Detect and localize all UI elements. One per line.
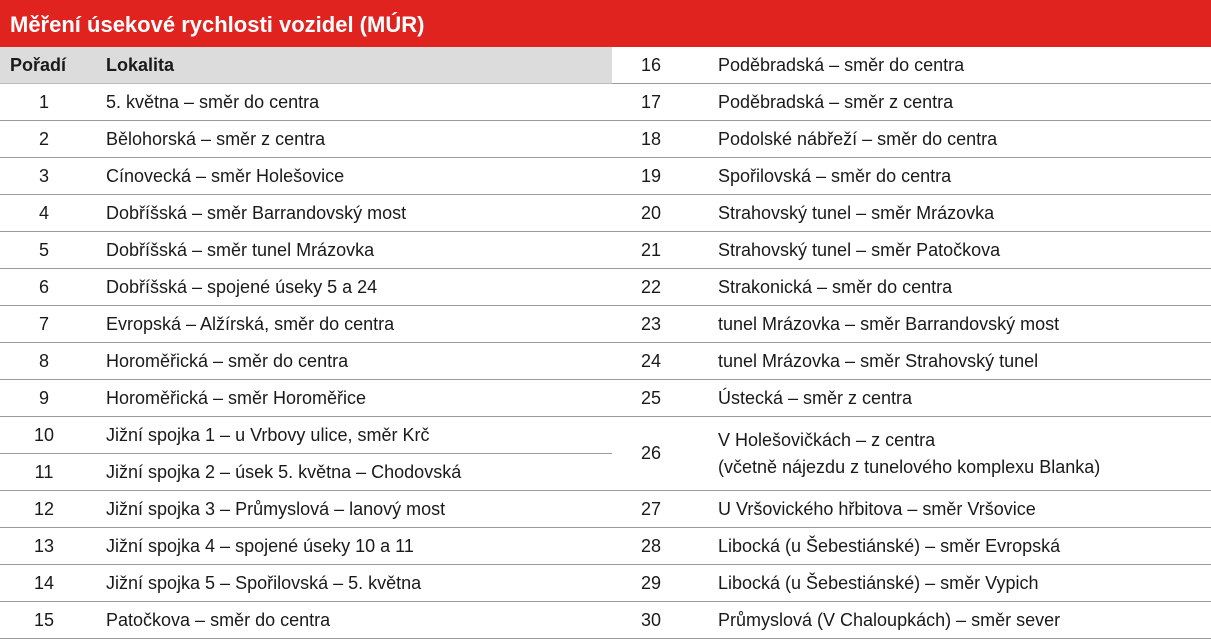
row-location bbox=[690, 237, 1000, 264]
row-number: 2 bbox=[38, 128, 49, 149]
row-number: 28 bbox=[640, 535, 662, 556]
row-number: 19 bbox=[640, 165, 662, 186]
table-row bbox=[0, 158, 612, 195]
row-location bbox=[690, 274, 952, 301]
row-number: 14 bbox=[33, 572, 55, 593]
row-location-text: Dobříšská – směr Barrandovský most bbox=[106, 202, 407, 223]
row-number: 21 bbox=[640, 239, 662, 260]
row-location-text: Horoměřická – směr Horoměřice bbox=[106, 387, 367, 408]
row-location-text: Patočkova – směr do centra bbox=[106, 609, 331, 630]
table-row bbox=[612, 195, 1211, 232]
row-number: 1 bbox=[38, 91, 49, 112]
row-number: 22 bbox=[640, 276, 662, 297]
row-location-text: U Vršovického hřbitova – směr Vršovice bbox=[718, 498, 1036, 519]
row-location bbox=[88, 422, 429, 449]
row-location bbox=[690, 607, 1060, 634]
table-row bbox=[612, 269, 1211, 306]
table-row bbox=[612, 121, 1211, 158]
row-location-text: Jižní spojka 3 – Průmyslová – lanový most bbox=[106, 498, 446, 519]
row-location bbox=[690, 533, 1060, 560]
row-number: 30 bbox=[640, 609, 662, 630]
row-number: 16 bbox=[640, 54, 662, 75]
table-row bbox=[612, 232, 1211, 269]
row-location bbox=[690, 200, 994, 227]
row-location-text: Jižní spojka 1 – u Vrbovy ulice, směr Krč bbox=[106, 424, 430, 445]
row-location bbox=[690, 163, 951, 190]
table-row bbox=[0, 232, 612, 269]
row-location bbox=[88, 126, 325, 153]
row-location-text: Spořilovská – směr do centra bbox=[718, 165, 952, 186]
row-number: 29 bbox=[640, 572, 662, 593]
row-number: 13 bbox=[33, 535, 55, 556]
row-location-text: Dobříšská – spojené úseky 5 a 24 bbox=[106, 276, 378, 297]
row-location bbox=[690, 570, 1038, 597]
row-location bbox=[690, 385, 912, 412]
row-location bbox=[690, 427, 1100, 481]
row-location bbox=[690, 126, 997, 153]
row-location-text: Strahovský tunel – směr Mrázovka bbox=[718, 202, 995, 223]
table-row bbox=[0, 528, 612, 565]
right-table-body bbox=[612, 47, 1211, 639]
header-location: Lokalita bbox=[106, 54, 175, 75]
row-location-text: Poděbradská – směr z centra bbox=[718, 91, 954, 112]
row-location-text: tunel Mrázovka – směr Barrandovský most bbox=[718, 313, 1060, 334]
table-row bbox=[0, 602, 612, 639]
table-row bbox=[612, 491, 1211, 528]
table-row bbox=[612, 84, 1211, 121]
row-location-note: (včetně nájezdu z tunelového komplexu Blanka) bbox=[718, 456, 1101, 477]
row-location-text: Evropská – Alžírská, směr do centra bbox=[106, 313, 395, 334]
row-location-text: Horoměřická – směr do centra bbox=[106, 350, 349, 371]
row-location-text: Bělohorská – směr z centra bbox=[106, 128, 326, 149]
row-location-text: Cínovecká – směr Holešovice bbox=[106, 165, 345, 186]
table-row bbox=[612, 602, 1211, 639]
right-column bbox=[612, 47, 1211, 639]
row-location-text: Ústecká – směr z centra bbox=[718, 387, 913, 408]
row-location bbox=[88, 385, 366, 412]
row-location-text: Jižní spojka 4 – spojené úseky 10 a 11 bbox=[106, 535, 414, 556]
table-row bbox=[0, 417, 612, 454]
row-location bbox=[88, 496, 445, 523]
left-table-body bbox=[0, 84, 612, 639]
row-number: 4 bbox=[38, 202, 49, 223]
table-row bbox=[0, 565, 612, 602]
row-number: 9 bbox=[38, 387, 49, 408]
row-location bbox=[690, 496, 1036, 523]
row-location bbox=[88, 274, 377, 301]
row-location-text: Průmyslová (V Chaloupkách) – směr sever bbox=[718, 609, 1061, 630]
row-number: 25 bbox=[640, 387, 662, 408]
row-location bbox=[88, 311, 394, 338]
row-location bbox=[690, 311, 1059, 338]
row-number: 7 bbox=[38, 313, 49, 334]
row-number: 8 bbox=[38, 350, 49, 371]
table-row bbox=[612, 306, 1211, 343]
table-row bbox=[0, 380, 612, 417]
table-row bbox=[612, 47, 1211, 84]
row-location bbox=[88, 200, 406, 227]
row-number: 18 bbox=[640, 128, 662, 149]
row-location-text: Strahovský tunel – směr Patočkova bbox=[718, 239, 1001, 260]
row-location-text: tunel Mrázovka – směr Strahovský tunel bbox=[718, 350, 1039, 371]
row-location bbox=[690, 348, 1038, 375]
table-row bbox=[612, 528, 1211, 565]
row-location-text: Podolské nábřeží – směr do centra bbox=[718, 128, 998, 149]
row-location bbox=[88, 89, 319, 116]
row-number: 3 bbox=[38, 165, 49, 186]
row-number: 20 bbox=[640, 202, 662, 223]
row-number: 15 bbox=[33, 609, 55, 630]
table-row bbox=[0, 121, 612, 158]
row-number: 12 bbox=[33, 498, 55, 519]
table-row bbox=[0, 343, 612, 380]
table-row bbox=[612, 158, 1211, 195]
table-row bbox=[0, 84, 612, 121]
row-location-text: Jižní spojka 2 – úsek 5. května – Chodovská bbox=[106, 461, 462, 482]
row-number: 24 bbox=[640, 350, 662, 371]
table-row bbox=[612, 380, 1211, 417]
row-location-text: 5. května – směr do centra bbox=[106, 91, 320, 112]
table-row bbox=[612, 417, 1211, 491]
row-number: 17 bbox=[640, 91, 662, 112]
row-location bbox=[690, 89, 953, 116]
row-location bbox=[88, 237, 374, 264]
row-location bbox=[88, 163, 344, 190]
table-row bbox=[0, 195, 612, 232]
table-row bbox=[0, 491, 612, 528]
row-number: 27 bbox=[640, 498, 662, 519]
table-row bbox=[0, 454, 612, 491]
row-location bbox=[88, 570, 421, 597]
table-row bbox=[0, 269, 612, 306]
table-row bbox=[0, 306, 612, 343]
row-number: 5 bbox=[38, 239, 49, 260]
row-location-text: V Holešovičkách – z centra bbox=[718, 429, 936, 450]
row-location-text: Libocká (u Šebestiánské) – směr Evropská bbox=[718, 535, 1061, 556]
row-location bbox=[690, 52, 964, 79]
row-number: 26 bbox=[640, 443, 662, 463]
row-location-text: Libocká (u Šebestiánské) – směr Vypich bbox=[718, 572, 1039, 593]
row-number: 11 bbox=[34, 461, 54, 482]
row-location-text: Dobříšská – směr tunel Mrázovka bbox=[106, 239, 375, 260]
row-location bbox=[88, 348, 348, 375]
table-title: Měření úsekové rychlosti vozidel (MÚR) bbox=[0, 0, 1211, 47]
row-location-text: Strakonická – směr do centra bbox=[718, 276, 953, 297]
row-location bbox=[88, 607, 330, 634]
row-location bbox=[88, 533, 414, 560]
table-row bbox=[612, 343, 1211, 380]
row-location-text: Jižní spojka 5 – Spořilovská – 5. května bbox=[106, 572, 422, 593]
row-number: 6 bbox=[38, 276, 49, 297]
row-number: 10 bbox=[33, 424, 55, 445]
row-location bbox=[88, 459, 461, 486]
left-column bbox=[0, 47, 612, 639]
row-location-text: Poděbradská – směr do centra bbox=[718, 54, 965, 75]
row-number: 23 bbox=[640, 313, 662, 334]
header-row bbox=[0, 47, 612, 84]
header-order: Pořadí bbox=[10, 54, 67, 75]
table-row bbox=[612, 565, 1211, 602]
